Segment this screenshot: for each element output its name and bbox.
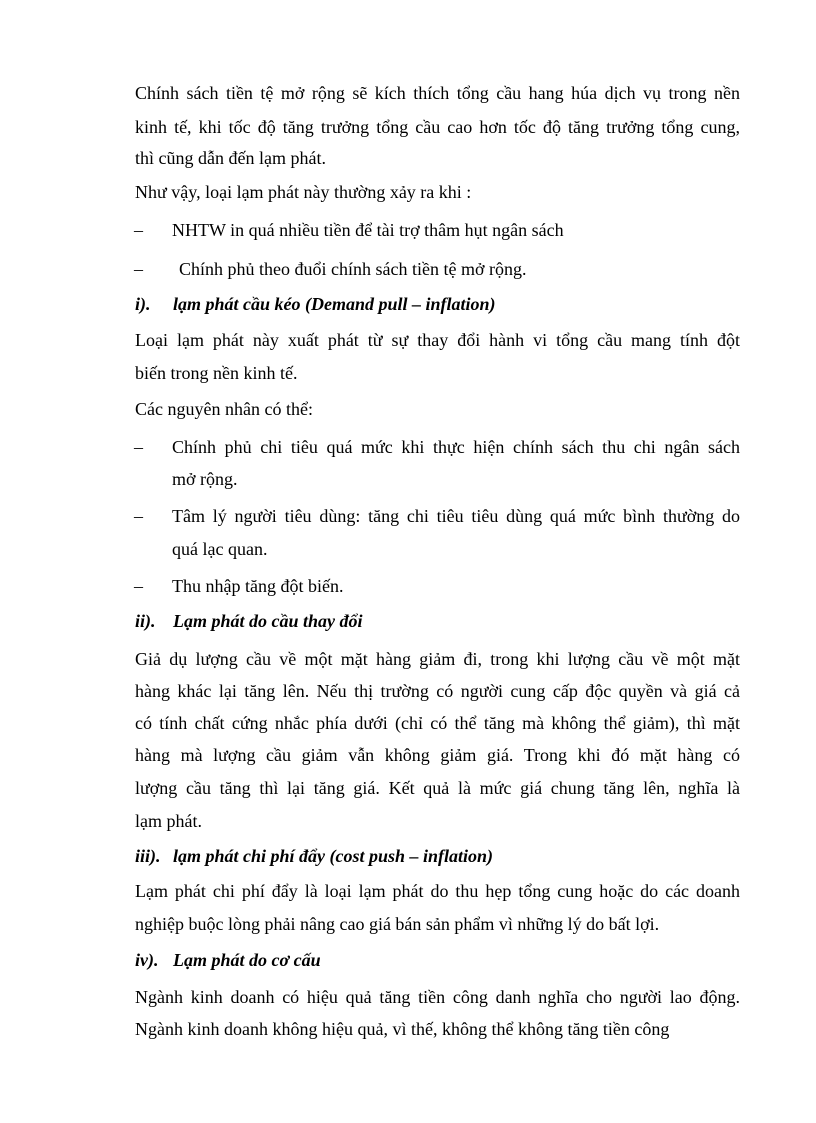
section-heading xyxy=(135,610,740,632)
bullet-dash: – xyxy=(134,506,143,526)
paragraph-line: Các nguyên nhân có thể: xyxy=(135,399,313,419)
heading-text: Lạm phát do cơ cấu xyxy=(173,950,321,970)
heading-number: ii). xyxy=(135,611,156,631)
paragraph-line: hàng mà lượng cầu giảm vẫn không giảm giá. Trong khi đó mặt hàng có xyxy=(135,745,740,765)
section-heading xyxy=(135,949,740,971)
heading-number: iv). xyxy=(135,950,159,970)
paragraph-line: Như vậy, loại lạm phát này thường xảy ra khi : xyxy=(135,182,472,202)
section-heading xyxy=(135,293,740,315)
bullet-text: quá lạc quan. xyxy=(172,539,268,559)
paragraph-line: có tính chất cứng nhắc phía dưới (chỉ có thể tăng mà không thể giảm), thì mặt xyxy=(135,713,740,733)
bullet-dash: – xyxy=(134,220,143,240)
paragraph-line: lạm phát. xyxy=(135,811,202,831)
heading-number: iii). xyxy=(135,846,161,866)
bullet-dash: – xyxy=(134,259,143,279)
bullet-text: NHTW in quá nhiều tiền để tài trợ thâm hụt ngân sách xyxy=(172,220,564,240)
bullet-text: Thu nhập tăng đột biến. xyxy=(172,576,344,596)
paragraph-line: Ngành kinh doanh có hiệu quả tăng tiền công danh nghĩa cho người lao động. xyxy=(135,987,740,1007)
paragraph-line: kinh tế, khi tốc độ tăng trưởng tổng cầu cao hơn tốc độ tăng trưởng tổng cung, xyxy=(135,117,740,137)
bullet-dash: – xyxy=(134,437,143,457)
paragraph-line: thì cũng dẫn đến lạm phát. xyxy=(135,148,326,168)
paragraph-line: Chính sách tiền tệ mở rộng sẽ kích thích tổng cầu hang húa dịch vụ trong nền xyxy=(135,83,740,103)
heading-number: i). xyxy=(135,294,151,314)
paragraph-line: Ngành kinh doanh không hiệu quả, vì thế, không thể không tăng tiền công xyxy=(135,1019,670,1039)
paragraph-line: biến trong nền kinh tế. xyxy=(135,363,298,383)
paragraph-line: Lạm phát chi phí đẩy là loại lạm phát do thu hẹp tổng cung hoặc do các doanh xyxy=(135,881,740,901)
bullet-text: Tâm lý người tiêu dùng: tăng chi tiêu tiêu dùng quá mức bình thường do xyxy=(172,506,740,526)
heading-text: lạm phát cầu kéo (Demand pull – inflation) xyxy=(173,294,496,314)
paragraph-line: lượng cầu tăng thì lại tăng giá. Kết quả là mức giá chung tăng lên, nghĩa là xyxy=(135,778,740,798)
section-heading xyxy=(135,845,740,867)
bullet-text: Chính phủ theo đuổi chính sách tiền tệ mở rộng. xyxy=(179,259,527,279)
paragraph-line: Giả dụ lượng cầu về một mặt hàng giảm đi, trong khi lượng cầu về một mặt xyxy=(135,649,740,669)
bullet-dash: – xyxy=(134,576,143,596)
paragraph-line: nghiệp buộc lòng phải nâng cao giá bán sản phẩm vì những lý do bất lợi. xyxy=(135,914,660,934)
heading-text: Lạm phát do cầu thay đổi xyxy=(173,611,363,631)
bullet-text: mở rộng. xyxy=(172,469,238,489)
heading-text: lạm phát chi phí đẩy (cost push – inflation) xyxy=(173,846,494,866)
bullet-text: Chính phủ chi tiêu quá mức khi thực hiện chính sách thu chi ngân sách xyxy=(172,437,740,457)
paragraph-line: Loại lạm phát này xuất phát từ sự thay đổi hành vi tổng cầu mang tính đột xyxy=(135,330,740,350)
paragraph-line: hàng khác lại tăng lên. Nếu thị trường có người cung cấp độc quyền và giá cả xyxy=(135,681,740,701)
